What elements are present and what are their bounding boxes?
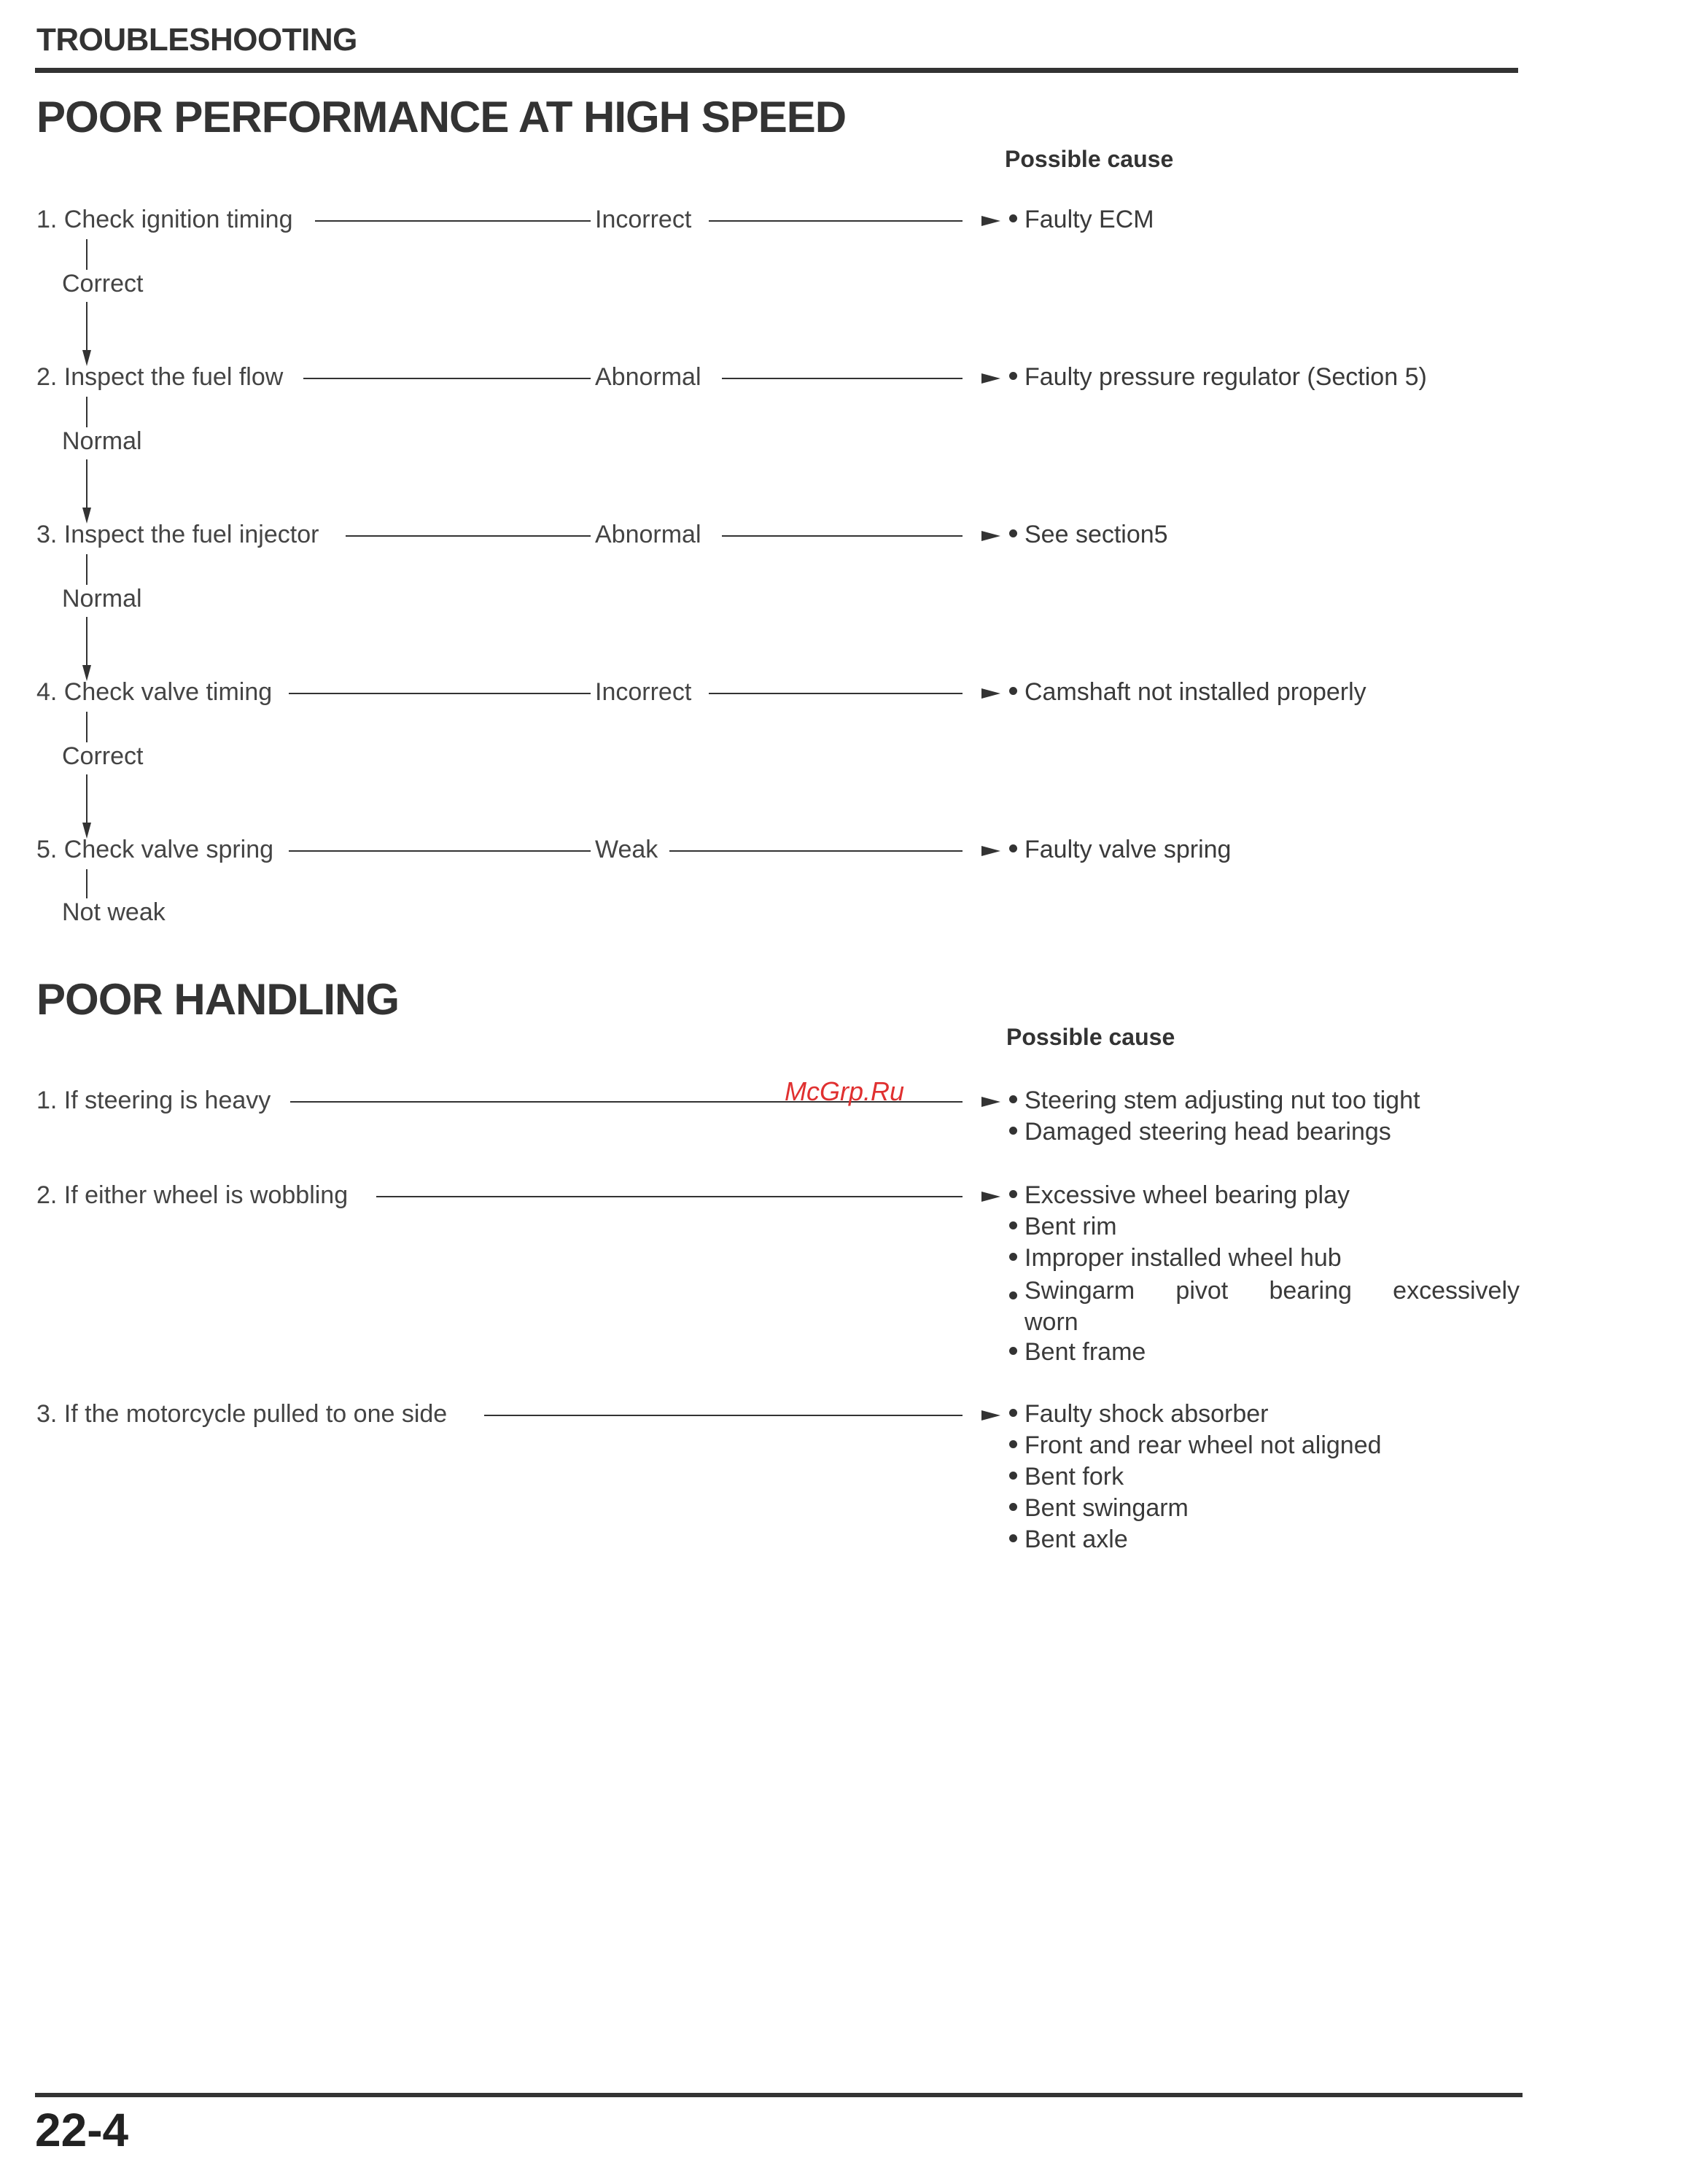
step-label: 3. Inspect the fuel injector [36, 521, 319, 548]
bullet-icon [1009, 1409, 1017, 1417]
arrow-right-icon [981, 688, 1000, 699]
arrow-right-icon [981, 373, 1000, 384]
cause-item: Swingarm pivot bearing excessively worn [1009, 1275, 1520, 1338]
cause-item: Faulty ECM [1009, 206, 1154, 234]
connector-line [709, 693, 963, 694]
arrow-right-icon [981, 1192, 1000, 1202]
bullet-icon [1009, 844, 1017, 852]
cause-item: Excessive wheel bearing play [1009, 1181, 1350, 1210]
bullet-icon [1009, 1253, 1017, 1261]
step-next: Not weak [62, 898, 166, 926]
step-next: Normal [62, 585, 142, 613]
flow-line [86, 459, 88, 513]
cause-item: Bent fork [1009, 1463, 1124, 1491]
bullet-icon [1009, 1291, 1017, 1299]
header-rule [35, 68, 1518, 73]
cause-item: Improper installed wheel hub [1009, 1244, 1342, 1272]
cause-item: Faulty valve spring [1009, 836, 1231, 864]
bullet-icon [1009, 214, 1017, 222]
bullet-icon [1009, 1127, 1017, 1135]
step-result: Abnormal [595, 363, 701, 391]
connector-line [722, 535, 963, 537]
cause-item: Bent swingarm [1009, 1494, 1189, 1523]
connector-line [722, 378, 963, 379]
connector-line [315, 220, 591, 222]
flow-line [86, 774, 88, 828]
step-result: Weak [595, 836, 658, 863]
arrow-right-icon [981, 1410, 1000, 1421]
flow-line [86, 302, 88, 356]
cause-item: Bent axle [1009, 1526, 1128, 1554]
watermark: McGrp.Ru [785, 1076, 905, 1106]
connector-line [709, 220, 963, 222]
performance-cause-heading: Possible cause [1005, 146, 1174, 172]
bullet-icon [1009, 1440, 1017, 1448]
cause-item: Camshaft not installed properly [1009, 678, 1366, 707]
step-next: Correct [62, 270, 144, 298]
connector-line [289, 850, 591, 852]
bullet-icon [1009, 1190, 1017, 1198]
page-number: 22-4 [35, 2104, 129, 2156]
step-label: 1. Check ignition timing [36, 206, 293, 233]
arrow-right-icon [981, 1097, 1000, 1107]
bullet-icon [1009, 1221, 1017, 1229]
connector-line [303, 378, 591, 379]
step-next: Normal [62, 427, 142, 455]
step-next: Correct [62, 742, 144, 770]
handling-item-label: 2. If either wheel is wobbling [36, 1181, 349, 1209]
handling-cause-heading: Possible cause [1006, 1024, 1175, 1050]
connector-line [484, 1415, 963, 1416]
cause-item: Front and rear wheel not aligned [1009, 1431, 1382, 1460]
cause-item: See section5 [1009, 521, 1168, 549]
cause-item: Faulty pressure regulator (Section 5) [1009, 363, 1427, 392]
bullet-icon [1009, 1095, 1017, 1103]
bullet-icon [1009, 1472, 1017, 1480]
bullet-icon [1009, 372, 1017, 380]
flow-line [86, 712, 88, 742]
arrow-right-icon [981, 216, 1000, 226]
arrow-right-icon [981, 531, 1000, 541]
performance-title: POOR PERFORMANCE AT HIGH SPEED [36, 93, 847, 141]
cause-item: Faulty shock absorber [1009, 1400, 1269, 1429]
cause-item: Bent rim [1009, 1213, 1117, 1241]
cause-item: Damaged steering head bearings [1009, 1118, 1391, 1146]
handling-item-label: 3. If the motorcycle pulled to one side [36, 1400, 448, 1428]
step-result: Incorrect [595, 678, 692, 706]
flow-line [86, 554, 88, 585]
bullet-icon [1009, 1347, 1017, 1355]
bullet-icon [1009, 1534, 1017, 1542]
arrow-right-icon [981, 846, 1000, 856]
connector-line [376, 1196, 963, 1197]
step-label: 2. Inspect the fuel flow [36, 363, 284, 391]
handling-title: POOR HANDLING [36, 975, 399, 1024]
section-header: TROUBLESHOOTING [36, 22, 357, 58]
footer-rule [35, 2093, 1523, 2097]
step-result: Abnormal [595, 521, 701, 548]
flow-line [86, 869, 88, 898]
step-result: Incorrect [595, 206, 692, 233]
handling-item-label: 1. If steering is heavy [36, 1087, 271, 1114]
bullet-icon [1009, 687, 1017, 695]
flow-line [86, 397, 88, 427]
cause-item: Bent frame [1009, 1338, 1146, 1367]
flow-line [86, 617, 88, 671]
flow-line [86, 239, 88, 270]
step-label: 5. Check valve spring [36, 836, 274, 863]
connector-line [346, 535, 591, 537]
connector-line [669, 850, 963, 852]
connector-line [289, 693, 591, 694]
cause-item: Steering stem adjusting nut too tight [1009, 1087, 1420, 1115]
step-label: 4. Check valve timing [36, 678, 273, 706]
bullet-icon [1009, 1503, 1017, 1511]
bullet-icon [1009, 529, 1017, 537]
